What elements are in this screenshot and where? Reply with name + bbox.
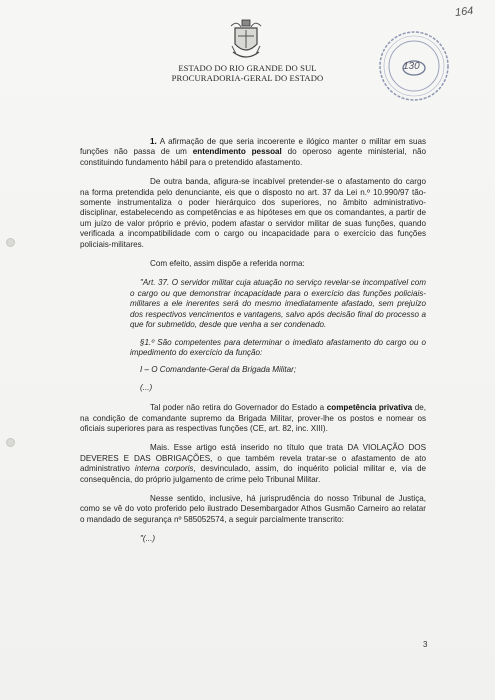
page-number: 3 (423, 640, 428, 649)
paragraph-5 (80, 443, 426, 485)
paragraph-text: do operoso agente ministerial, não constituindo fundamento hábil para o pretendido afastamento. (80, 147, 426, 167)
paragraph-3: Com efeito, assim dispõe a referida norma: (150, 259, 305, 269)
item-number: 1. (150, 137, 157, 146)
handwritten-page-mark: 164 (454, 5, 474, 19)
quote-ellipsis: (...) (140, 382, 153, 392)
paragraph-text: Tal poder não retira do Governador do Estado a (150, 403, 327, 413)
paragraph-text: , desvinculado, assim, do inquérito policial militar e, via de consequência, do próprio julgamento de crime pelo Tribunal Militar. (80, 464, 426, 484)
paragraph-2: De outra banda, afigura-se incabível pretender-se o afastamento do cargo na forma pretendida pelo denunciante, eis que o disposto no art. 37 da Lei n.º 10.990/97 tão-somente instrumentaliza o poder hierárquico dos superiores, no âmbito administrativo-disciplinar, estabelecendo as competências e as hipóteses em que os comandantes, a partir de um juízo de valor próprio e prévio, podem afastar o servidor militar de suas funções, quando verificada a incompatibilidade com o cargo ou incapacidade para o exercício das funções policiais-militares. (80, 177, 426, 249)
paragraph-text: A afirmação de que seria incoerente e ilógico manter o militar em suas funções não passa de um (80, 137, 426, 157)
italic-term: interna corporis (134, 464, 194, 474)
punch-hole (6, 438, 15, 447)
quote-paragraph-1: §1.º São competentes para determinar o imediato afastamento do cargo ou o impedimento do exercício da função: (130, 337, 426, 357)
punch-hole (6, 238, 15, 247)
header-office: PROCURADORIA-GERAL DO ESTADO (171, 73, 324, 83)
header-state: ESTADO DO RIO GRANDE DO SUL (178, 63, 317, 73)
emphasis: entendimento pessoal (192, 147, 282, 157)
document-body (80, 137, 426, 552)
emphasis: competência privativa (326, 403, 413, 413)
paragraph-text: de, na condição de comandante supremo da Brigada Militar, prover-lhe os postos e nomear os oficiais superiores para as respectivas funções (CE, art. 82, inc. XIII). (80, 403, 426, 433)
quote-start: "(...) (140, 534, 156, 544)
paragraph-6: Nesse sentido, inclusive, há jurisprudência do nosso Tribunal de Justiça, como se vê do voto proferido pelo ilustrado Desembargador Athos Gusmão Carneiro ao relatar o mandado de segurança nº 585052574, a seguir parcialmente transcrito: (80, 493, 426, 524)
quote-article-37: "Art. 37. O servidor militar cuja atuação no serviço revelar-se incompatível com o cargo ou que demonstrar incapacidade para o exercício das funções policiais-militares a ele inerentes será do mesmo imediatamente afastado, sem prejuízo dos respectivos vencimentos e vantagens, salvo após decisão final do processo a que for submetido, desde que venha a ser condenado. (130, 278, 426, 330)
state-coat-of-arms-icon (229, 18, 263, 62)
stamp-number: 130 (403, 61, 420, 72)
paragraph-4 (80, 403, 426, 434)
paragraph-1 (80, 137, 426, 168)
paragraph-text: Mais. Esse artigo está inserido no título que trata DA VIOLAÇÃO DOS DEVERES E DAS OBRIGAÇÕES, o que também revela tratar-se o afastamento de ato administrativo (80, 443, 426, 474)
quote-item-i: I – O Comandante-Geral da Brigada Militar; (140, 365, 297, 375)
